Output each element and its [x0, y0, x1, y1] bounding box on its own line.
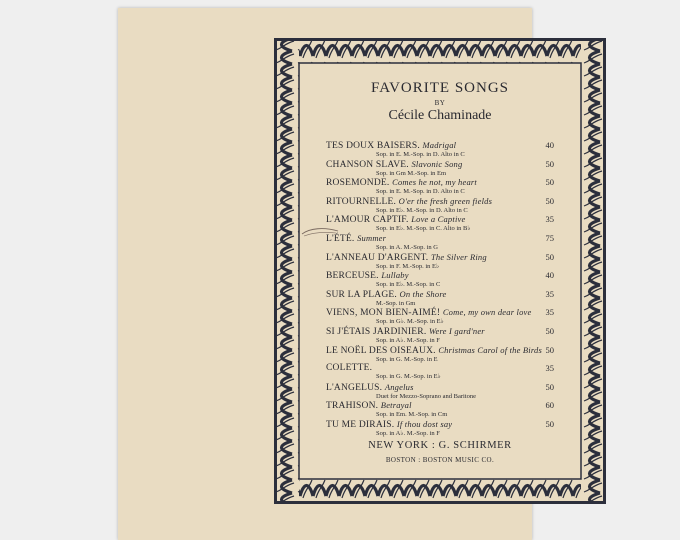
song-entry: [326, 214, 580, 233]
song-title-line: [326, 159, 580, 170]
song-price: 50: [545, 344, 554, 355]
song-english-title: Love a Captive: [411, 214, 466, 225]
song-voice-keys: M.-Sop. in Gm: [376, 299, 416, 307]
song-voice-keys: Sop. in Em. M.-Sop. in Cm: [376, 411, 448, 419]
song-title-line: [326, 307, 580, 318]
song-entry: [326, 177, 580, 196]
song-title-line: [326, 382, 580, 393]
song-price: 75: [545, 233, 554, 243]
song-english-title: Were I gard'ner: [429, 326, 485, 336]
song-english-title: Comes he not, my heart: [392, 177, 477, 188]
song-entry: [326, 140, 580, 159]
song-price: 50: [545, 381, 554, 392]
song-title-line: [326, 363, 580, 373]
song-entry: [326, 252, 580, 271]
song-title: TES DOUX BAISERS.: [326, 141, 420, 151]
song-title: ROSEMONDE.: [326, 178, 390, 189]
song-entry: [326, 233, 580, 252]
song-title: L'ÉTÉ.: [326, 234, 355, 244]
song-title: CHANSON SLAVE.: [326, 159, 409, 170]
song-title-line: [326, 270, 580, 281]
song-voice-keys: Sop. in E♭. M.-Sop. in C: [376, 281, 441, 289]
pencil-mark: [300, 225, 340, 239]
song-voice-keys: Sop. in E♭. M.-Sop. in D. Alto in C: [376, 206, 468, 214]
song-price: 50: [545, 177, 554, 188]
song-english-title: O'er the fresh green fields: [398, 195, 493, 206]
song-title-line: [326, 326, 580, 337]
song-price: 60: [545, 400, 554, 411]
song-title-line: [326, 400, 580, 411]
song-entry: [326, 382, 580, 401]
song-title-line: [326, 214, 580, 225]
song-price: 40: [545, 270, 554, 281]
song-price: 35: [545, 363, 554, 374]
song-english-title: Madrigal: [422, 140, 457, 150]
song-title: RITOURNELLE.: [326, 196, 397, 207]
song-english-title: Betrayal: [380, 400, 412, 411]
song-english-title: If thou dost say: [396, 419, 453, 429]
song-title: L'ANNEAU D'ARGENT.: [326, 252, 429, 263]
song-title-line: [326, 419, 580, 430]
song-entry: [326, 326, 580, 345]
publisher-line: NEW YORK : G. SCHIRMER: [368, 440, 512, 451]
song-title-line: [326, 196, 580, 207]
song-price: 35: [545, 288, 554, 299]
song-entry: [326, 270, 580, 289]
by-label: BY: [434, 99, 446, 107]
song-voice-keys: Sop. in G. M.-Sop. in E♭: [376, 373, 441, 381]
song-voice-keys: Sop. in Gm M.-Sop. in Em: [376, 169, 447, 177]
song-title: TU ME DIRAIS.: [326, 420, 395, 430]
song-entry: [326, 400, 580, 419]
song-english-title: Slavonic Song: [411, 158, 463, 169]
song-title-line: [326, 233, 580, 244]
song-price: 50: [545, 158, 554, 169]
song-entry: [326, 345, 580, 364]
song-price: 50: [545, 326, 554, 336]
cover-content: [300, 64, 580, 478]
song-title: L'ANGELUS.: [326, 382, 383, 393]
song-english-title: The Silver Ring: [430, 251, 487, 262]
song-voice-keys: Sop. in G. M.-Sop. in E: [376, 355, 438, 363]
song-price: 35: [545, 214, 554, 225]
song-english-title: Come, my own dear love: [442, 307, 532, 318]
song-english-title: Christmas Carol of the Birds: [438, 344, 542, 355]
song-price: 50: [545, 251, 554, 262]
song-voice-keys: Sop. in G♭. M.-Sop. in E♭: [376, 318, 444, 326]
song-price: 50: [545, 419, 554, 429]
song-entry: [326, 289, 580, 308]
song-voice-keys: Sop. in E. M.-Sop. in D. Alto in C: [376, 188, 465, 196]
song-price: 40: [545, 140, 554, 150]
song-english-title: Angelus: [384, 381, 414, 392]
song-english-title: On the Shore: [399, 288, 447, 299]
song-title: COLETTE.: [326, 363, 373, 374]
song-entry: [326, 196, 580, 215]
song-entry: [326, 307, 580, 326]
song-voice-keys: Duet for Mezzo-Soprano and Baritone: [376, 392, 476, 400]
song-title-line: [326, 289, 580, 300]
song-voice-keys: Sop. in F. M.-Sop. in E♭: [376, 262, 440, 270]
subpublisher-line: BOSTON : BOSTON MUSIC CO.: [385, 456, 495, 464]
song-voice-keys: Sop. in E♭. M.-Sop. in C. Alto in B♭: [376, 225, 471, 233]
song-title: L'AMOUR CAPTIF.: [326, 215, 409, 226]
song-title: SUR LA PLAGE.: [326, 289, 397, 300]
song-english-title: Lullaby: [381, 270, 409, 281]
song-voice-keys: Sop. in E. M.-Sop. in D. Alto in C: [376, 151, 465, 158]
song-voice-keys: Sop. in A♭. M.-Sop. in F: [376, 430, 440, 437]
collection-title: FAVORITE SONGS: [370, 80, 510, 96]
song-title-line: [326, 252, 580, 263]
song-title: BERCEUSE.: [326, 271, 379, 282]
sheet-music-cover: [118, 8, 554, 540]
song-voice-keys: Sop. in A. M.-Sop. in G: [376, 244, 438, 251]
song-title: LE NOËL DES OISEAUX.: [326, 345, 436, 356]
song-title-line: [326, 177, 580, 188]
song-english-title: Summer: [357, 233, 387, 243]
song-price: 50: [545, 195, 554, 206]
song-title-line: [326, 140, 580, 151]
song-price: 35: [545, 307, 554, 318]
song-title: SI J'ÉTAIS JARDINIER.: [326, 327, 427, 337]
song-entry: [326, 159, 580, 178]
song-entry: [326, 363, 580, 381]
composer-name: Cécile Chaminade: [388, 108, 492, 123]
song-title: TRAHISON.: [326, 401, 379, 412]
song-entry: [326, 419, 580, 438]
song-title-line: [326, 345, 580, 356]
song-voice-keys: Sop. in A♭. M.-Sop. in F: [376, 337, 440, 344]
song-title: VIENS, MON BIEN-AIMÉ!: [326, 308, 441, 319]
